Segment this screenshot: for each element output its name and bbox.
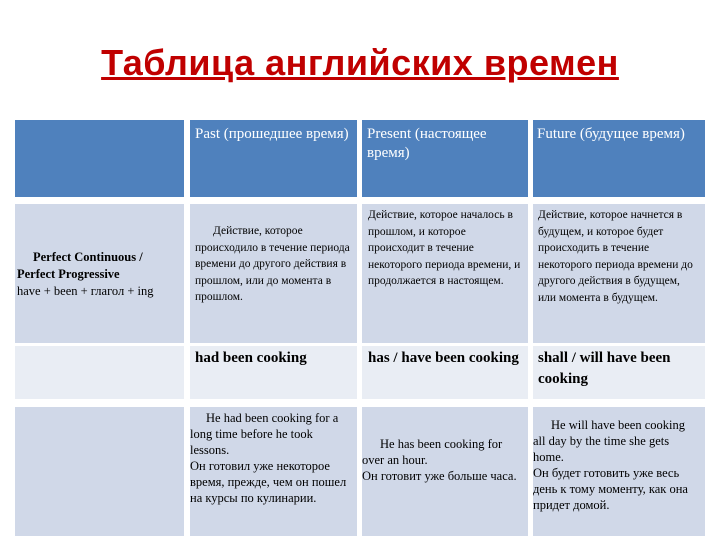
- usage-future: Действие, которое начнется в будущем, и которое будет происходить в течение некоторого периода времени до другого действия в будущем, или момента в будущем.: [533, 204, 705, 343]
- form-future: shall / will have been cooking: [533, 346, 705, 399]
- header-past: Past (прошедшее время): [190, 120, 357, 197]
- example-empty-cell: [15, 407, 184, 536]
- form-past: had been cooking: [190, 346, 357, 399]
- example-future-ru: Он будет готовить уже весь день к тому моменту, как она придет домой.: [533, 466, 688, 512]
- tense-name-line1: Perfect Continuous /: [33, 250, 143, 264]
- example-present: [362, 407, 528, 536]
- header-present: Present (настоящее время): [362, 120, 528, 197]
- tense-name-line2: Perfect Progressive: [17, 267, 120, 281]
- example-past-ru: Он готовил уже некоторое время, прежде, чем он пошел на курсы по кулинарии.: [190, 459, 347, 505]
- example-present-en: He has been cooking for over an hour.: [362, 437, 503, 467]
- form-empty-cell: [15, 346, 184, 399]
- example-past-en: He had been cooking for a long time before he took lessons.: [190, 411, 339, 457]
- tense-formula: have + been + глагол + ing: [17, 284, 154, 298]
- form-present: has / have been cooking: [362, 346, 528, 399]
- example-future-en: He will have been cooking all day by the time she gets home.: [533, 418, 685, 464]
- example-present-ru: Он готовит уже больше часа.: [362, 469, 517, 483]
- page-title: Таблица английских времен: [101, 42, 619, 83]
- header-empty-cell: [15, 120, 184, 197]
- example-past: [190, 407, 357, 536]
- example-future: [533, 407, 705, 536]
- usage-present: Действие, которое началось в прошлом, и которое происходит в течение некоторого периода времени, и продолжается в настоящем.: [362, 204, 528, 343]
- tense-name-cell: [15, 204, 184, 343]
- tenses-table: [15, 120, 705, 536]
- header-future: Future (будущее время): [533, 120, 705, 197]
- usage-past: Действие, которое происходило в течение периода времени до другого действия в прошлом, или до момента в прошлом.: [190, 204, 357, 343]
